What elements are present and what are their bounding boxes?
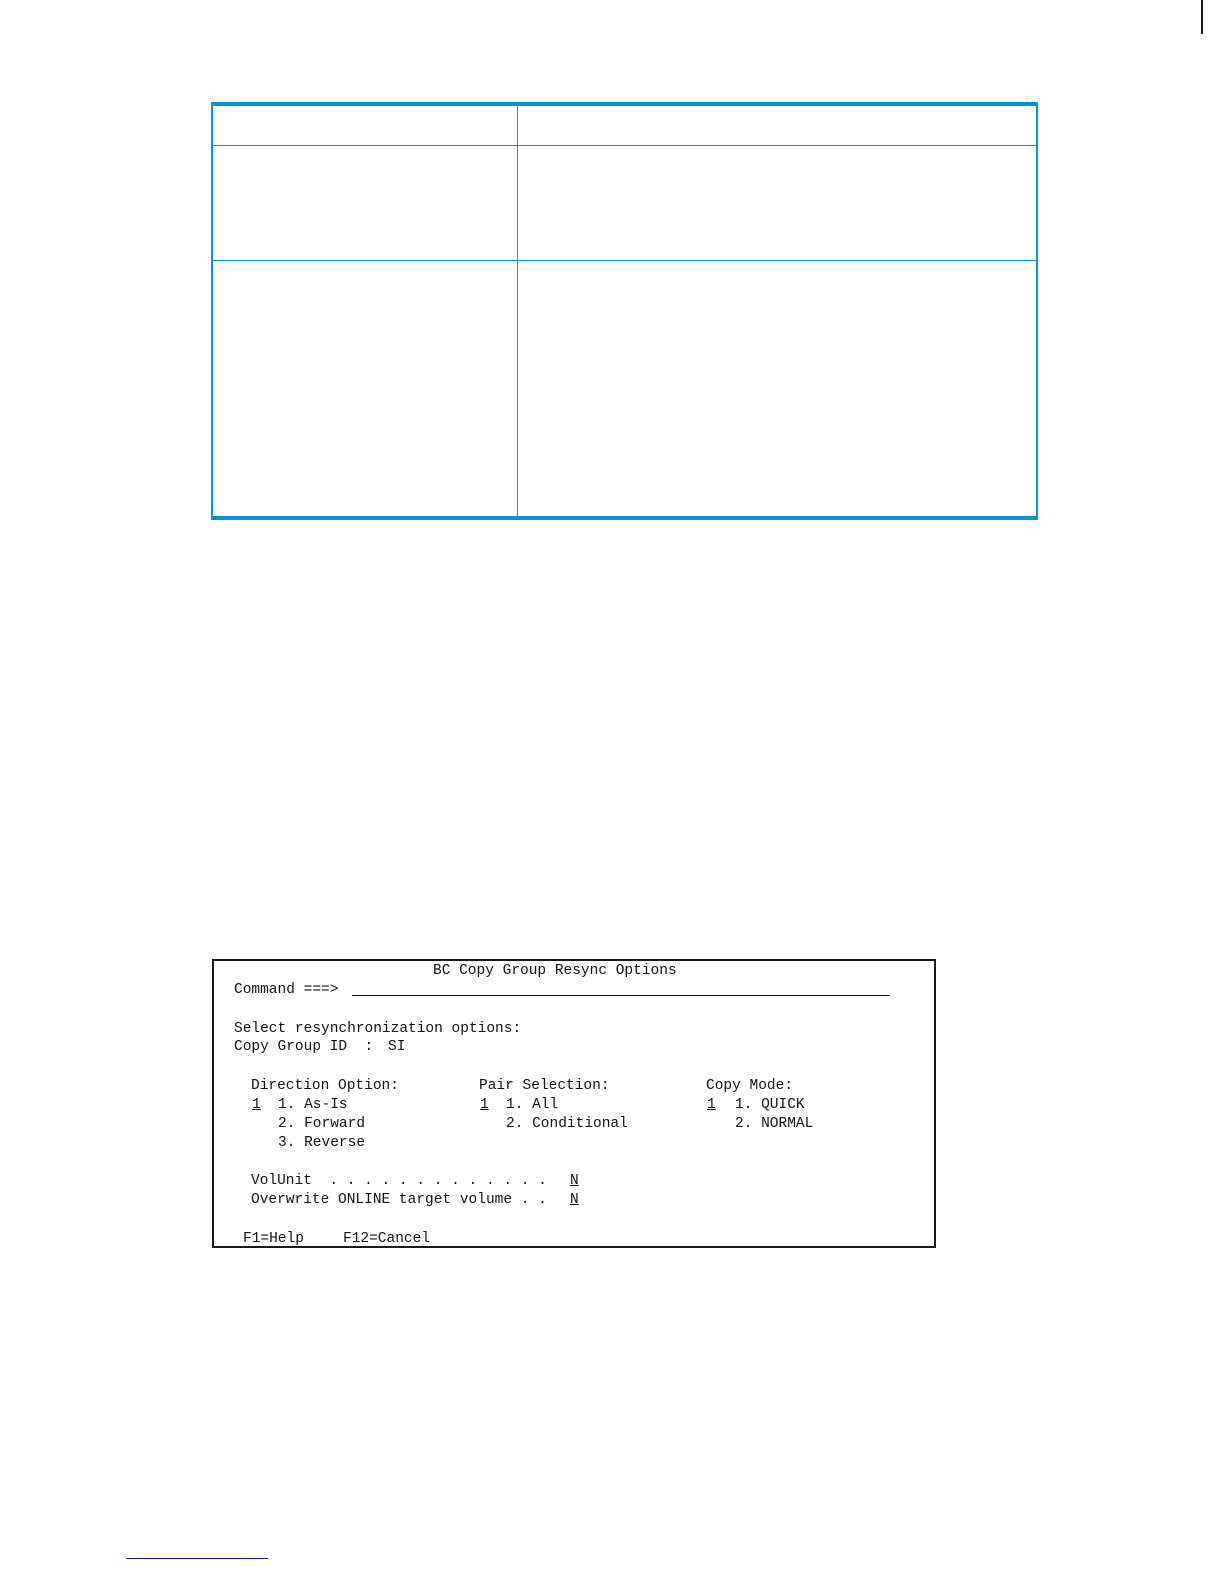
reference-table [211,102,1038,520]
resync-options-panel [212,959,936,1248]
direction-option-reverse: 3. Reverse [278,1135,366,1151]
table-header-row [213,106,1036,145]
copy-group-value: SI [388,1039,406,1055]
table-cell [518,145,1037,260]
table-header-cell [518,106,1037,145]
pair-selection-heading: Pair Selection: [479,1078,610,1094]
top-margin-rule [1201,0,1203,34]
volunit-label: VolUnit . . . . . . . . . . . . . [251,1173,547,1189]
cancel-key[interactable]: F12=Cancel [343,1231,431,1247]
table-row [213,145,1036,260]
direction-option-as-is: 1. As-Is [278,1097,348,1113]
footer-link-rule [126,1558,268,1559]
command-label: Command ===> [234,982,339,998]
pair-option-all: 1. All [506,1097,559,1113]
copy-mode-field[interactable]: 1 [707,1097,716,1113]
direction-heading: Direction Option: [251,1078,399,1094]
pair-selection-field[interactable]: 1 [480,1097,489,1113]
table-cell [213,260,518,516]
select-prompt: Select resynchronization options: [234,1021,522,1037]
table-row [213,260,1036,516]
volunit-field[interactable]: N [570,1173,579,1189]
copy-mode-option-quick: 1. QUICK [735,1097,805,1113]
table-header-cell [213,106,518,145]
copy-mode-option-normal: 2. NORMAL [735,1116,814,1132]
copy-group-label: Copy Group ID : [234,1039,374,1055]
direction-option-forward: 2. Forward [278,1116,366,1132]
direction-selection-field[interactable]: 1 [252,1097,261,1113]
overwrite-field[interactable]: N [570,1192,579,1208]
panel-title: BC Copy Group Resync Options [433,963,677,979]
help-key[interactable]: F1=Help [243,1231,304,1247]
table-cell [213,145,518,260]
command-input-line[interactable] [352,995,890,996]
pair-option-conditional: 2. Conditional [506,1116,628,1132]
overwrite-label: Overwrite ONLINE target volume . . [251,1192,547,1208]
copy-mode-heading: Copy Mode: [706,1078,794,1094]
table-cell [518,260,1037,516]
